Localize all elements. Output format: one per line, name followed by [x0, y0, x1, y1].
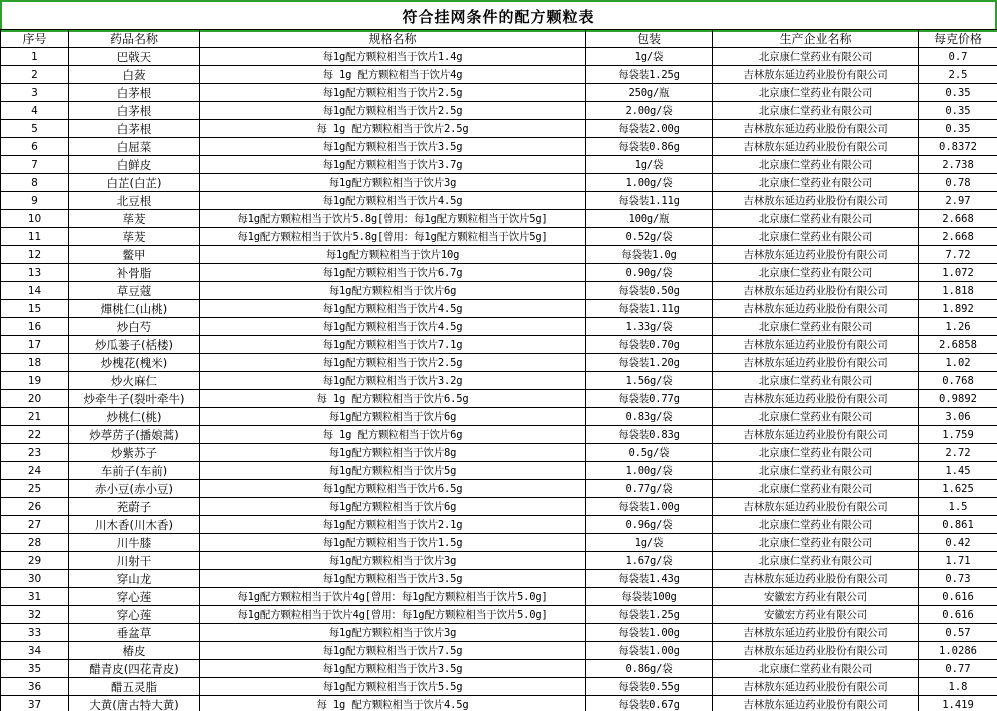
table-row: [1, 210, 997, 228]
cell-drug-name[interactable]: 炒牵牛子(裂叶牵牛): [69, 390, 200, 408]
cell-package[interactable]: 每袋装0.86g: [586, 138, 713, 156]
cell-drug-name[interactable]: 炒白芍: [69, 318, 200, 336]
table-row: [1, 48, 997, 66]
table-row: [1, 534, 997, 552]
cell-index[interactable]: 35: [1, 660, 69, 678]
cell-drug-name[interactable]: 炒紫苏子: [69, 444, 200, 462]
cell-spec[interactable]: 每1g配方颗粒相当于饮片7.5g: [200, 642, 586, 660]
table-row: [1, 426, 997, 444]
cell-manufacturer[interactable]: 北京康仁堂药业有限公司: [713, 174, 919, 192]
cell-package[interactable]: 每袋装0.77g: [586, 390, 713, 408]
cell-spec[interactable]: 每1g配方颗粒相当于饮片4.5g: [200, 192, 586, 210]
cell-manufacturer[interactable]: 北京康仁堂药业有限公司: [713, 102, 919, 120]
cell-manufacturer[interactable]: 北京康仁堂药业有限公司: [713, 552, 919, 570]
cell-manufacturer[interactable]: 吉林敖东延边药业股份有限公司: [713, 570, 919, 588]
cell-manufacturer[interactable]: 吉林敖东延边药业股份有限公司: [713, 300, 919, 318]
cell-price[interactable]: 1.072: [919, 264, 997, 282]
cell-price[interactable]: 0.861: [919, 516, 997, 534]
cell-index[interactable]: 33: [1, 624, 69, 642]
table-row: [1, 318, 997, 336]
cell-spec[interactable]: 每1g配方颗粒相当于饮片3.7g: [200, 156, 586, 174]
table-row: [1, 102, 997, 120]
cell-manufacturer[interactable]: 吉林敖东延边药业股份有限公司: [713, 426, 919, 444]
cell-price[interactable]: 0.7: [919, 48, 997, 66]
cell-price[interactable]: 2.97: [919, 192, 997, 210]
table-row: [1, 246, 997, 264]
cell-drug-name[interactable]: 大黄(唐古特大黄): [69, 696, 200, 711]
cell-index[interactable]: 21: [1, 408, 69, 426]
cell-index[interactable]: 5: [1, 120, 69, 138]
cell-package[interactable]: 每袋装1.00g: [586, 624, 713, 642]
cell-drug-name[interactable]: 鳖甲: [69, 246, 200, 264]
cell-manufacturer[interactable]: 吉林敖东延边药业股份有限公司: [713, 642, 919, 660]
cell-manufacturer[interactable]: 北京康仁堂药业有限公司: [713, 534, 919, 552]
table-row: [1, 588, 997, 606]
cell-drug-name[interactable]: 草豆蔻: [69, 282, 200, 300]
table-row: [1, 228, 997, 246]
cell-manufacturer[interactable]: 吉林敖东延边药业股份有限公司: [713, 246, 919, 264]
cell-price[interactable]: 7.72: [919, 246, 997, 264]
cell-index[interactable]: 14: [1, 282, 69, 300]
cell-drug-name[interactable]: 炒槐花(槐米): [69, 354, 200, 372]
cell-price[interactable]: 0.73: [919, 570, 997, 588]
cell-drug-name[interactable]: 穿山龙: [69, 570, 200, 588]
cell-price[interactable]: 1.892: [919, 300, 997, 318]
table-row: [1, 300, 997, 318]
cell-manufacturer[interactable]: 北京康仁堂药业有限公司: [713, 84, 919, 102]
cell-spec[interactable]: 每 1g 配方颗粒相当于饮片6.5g: [200, 390, 586, 408]
cell-index[interactable]: 26: [1, 498, 69, 516]
cell-index[interactable]: 24: [1, 462, 69, 480]
cell-spec[interactable]: 每1g配方颗粒相当于饮片6g: [200, 498, 586, 516]
cell-drug-name[interactable]: 白蔹: [69, 66, 200, 84]
cell-price[interactable]: 1.8: [919, 678, 997, 696]
col-header-index[interactable]: 序号: [1, 30, 69, 48]
table-row: [1, 696, 997, 711]
cell-package[interactable]: 每袋装0.70g: [586, 336, 713, 354]
cell-price[interactable]: 0.8372: [919, 138, 997, 156]
cell-package[interactable]: 每袋装1.0g: [586, 246, 713, 264]
cell-price[interactable]: 0.768: [919, 372, 997, 390]
cell-drug-name[interactable]: 荜茇: [69, 210, 200, 228]
cell-index[interactable]: 13: [1, 264, 69, 282]
cell-manufacturer[interactable]: 吉林敖东延边药业股份有限公司: [713, 138, 919, 156]
cell-package[interactable]: 每袋装0.55g: [586, 678, 713, 696]
cell-index[interactable]: 30: [1, 570, 69, 588]
cell-drug-name[interactable]: 白屈菜: [69, 138, 200, 156]
table-row: [1, 462, 997, 480]
cell-package[interactable]: 每袋装0.67g: [586, 696, 713, 711]
cell-index[interactable]: 16: [1, 318, 69, 336]
cell-manufacturer[interactable]: 吉林敖东延边药业股份有限公司: [713, 696, 919, 711]
cell-manufacturer[interactable]: 吉林敖东延边药业股份有限公司: [713, 282, 919, 300]
cell-price[interactable]: 1.5: [919, 498, 997, 516]
cell-package[interactable]: 每袋装1.11g: [586, 300, 713, 318]
table-row: [1, 624, 997, 642]
cell-package[interactable]: 100g/瓶: [586, 210, 713, 228]
cell-manufacturer[interactable]: 北京康仁堂药业有限公司: [713, 660, 919, 678]
cell-spec[interactable]: 每 1g 配方颗粒相当于饮片2.5g: [200, 120, 586, 138]
cell-drug-name[interactable]: 白芷(白芷): [69, 174, 200, 192]
cell-package[interactable]: 250g/瓶: [586, 84, 713, 102]
table-row: [1, 282, 997, 300]
table-row: [1, 138, 997, 156]
cell-price[interactable]: 0.9892: [919, 390, 997, 408]
cell-manufacturer[interactable]: 吉林敖东延边药业股份有限公司: [713, 120, 919, 138]
cell-package[interactable]: 0.86g/袋: [586, 660, 713, 678]
cell-manufacturer[interactable]: 吉林敖东延边药业股份有限公司: [713, 66, 919, 84]
cell-price[interactable]: 0.77: [919, 660, 997, 678]
cell-spec[interactable]: 每1g配方颗粒相当于饮片3g: [200, 174, 586, 192]
cell-spec[interactable]: 每1g配方颗粒相当于饮片5g: [200, 462, 586, 480]
cell-index[interactable]: 1: [1, 48, 69, 66]
cell-spec[interactable]: 每1g配方颗粒相当于饮片3.5g: [200, 660, 586, 678]
cell-price[interactable]: 2.5: [919, 66, 997, 84]
cell-spec[interactable]: 每1g配方颗粒相当于饮片5.5g: [200, 678, 586, 696]
table-row: [1, 444, 997, 462]
cell-manufacturer[interactable]: 吉林敖东延边药业股份有限公司: [713, 192, 919, 210]
cell-index[interactable]: 15: [1, 300, 69, 318]
table-row: [1, 516, 997, 534]
table-body: [1, 48, 997, 711]
cell-index[interactable]: 4: [1, 102, 69, 120]
granule-table: [0, 29, 997, 711]
cell-index[interactable]: 9: [1, 192, 69, 210]
cell-drug-name[interactable]: 炒火麻仁: [69, 372, 200, 390]
table-row: [1, 570, 997, 588]
cell-package[interactable]: 0.5g/袋: [586, 444, 713, 462]
cell-spec[interactable]: 每1g配方颗粒相当于饮片7.1g: [200, 336, 586, 354]
cell-price[interactable]: 1.759: [919, 426, 997, 444]
table-row: [1, 372, 997, 390]
cell-manufacturer[interactable]: 北京康仁堂药业有限公司: [713, 318, 919, 336]
cell-package[interactable]: 1g/袋: [586, 156, 713, 174]
cell-index[interactable]: 25: [1, 480, 69, 498]
cell-price[interactable]: 1.0286: [919, 642, 997, 660]
cell-spec[interactable]: 每1g配方颗粒相当于饮片1.4g: [200, 48, 586, 66]
table-row: [1, 552, 997, 570]
cell-drug-name[interactable]: 醋青皮(四花青皮): [69, 660, 200, 678]
col-header-manufacturer[interactable]: 生产企业名称: [713, 30, 919, 48]
cell-spec[interactable]: 每1g配方颗粒相当于饮片10g: [200, 246, 586, 264]
table-row: [1, 192, 997, 210]
cell-package[interactable]: 1g/袋: [586, 48, 713, 66]
cell-spec[interactable]: 每1g配方颗粒相当于饮片5.8g[曾用：每1g配方颗粒相当于饮片5g]: [200, 210, 586, 228]
cell-index[interactable]: 12: [1, 246, 69, 264]
cell-drug-name[interactable]: 北豆根: [69, 192, 200, 210]
table-row: [1, 498, 997, 516]
cell-index[interactable]: 28: [1, 534, 69, 552]
cell-package[interactable]: 每袋装2.00g: [586, 120, 713, 138]
cell-price[interactable]: 0.35: [919, 102, 997, 120]
cell-package[interactable]: 每袋装1.00g: [586, 642, 713, 660]
table-row: [1, 174, 997, 192]
cell-drug-name[interactable]: 醋五灵脂: [69, 678, 200, 696]
cell-index[interactable]: 3: [1, 84, 69, 102]
cell-spec[interactable]: 每1g配方颗粒相当于饮片2.5g: [200, 354, 586, 372]
table-row: [1, 390, 997, 408]
table-row: [1, 678, 997, 696]
table-row: [1, 264, 997, 282]
cell-index[interactable]: 8: [1, 174, 69, 192]
cell-package[interactable]: 每袋装1.25g: [586, 66, 713, 84]
cell-package[interactable]: 0.83g/袋: [586, 408, 713, 426]
cell-drug-name[interactable]: 穿心莲: [69, 588, 200, 606]
col-header-spec[interactable]: 规格名称: [200, 30, 586, 48]
cell-manufacturer[interactable]: 安徽宏方药业有限公司: [713, 606, 919, 624]
cell-manufacturer[interactable]: 吉林敖东延边药业股份有限公司: [713, 498, 919, 516]
cell-price[interactable]: 2.72: [919, 444, 997, 462]
table-row: [1, 66, 997, 84]
cell-package[interactable]: 1.33g/袋: [586, 318, 713, 336]
table-row: [1, 642, 997, 660]
cell-drug-name[interactable]: 炒桃仁(桃): [69, 408, 200, 426]
cell-drug-name[interactable]: 川木香(川木香): [69, 516, 200, 534]
cell-manufacturer[interactable]: 吉林敖东延边药业股份有限公司: [713, 354, 919, 372]
cell-package[interactable]: 1.67g/袋: [586, 552, 713, 570]
cell-spec[interactable]: 每1g配方颗粒相当于饮片6g: [200, 282, 586, 300]
cell-manufacturer[interactable]: 北京康仁堂药业有限公司: [713, 210, 919, 228]
cell-price[interactable]: 0.616: [919, 606, 997, 624]
cell-drug-name[interactable]: 巴戟天: [69, 48, 200, 66]
cell-index[interactable]: 23: [1, 444, 69, 462]
cell-spec[interactable]: 每1g配方颗粒相当于饮片3.5g: [200, 570, 586, 588]
cell-spec[interactable]: 每1g配方颗粒相当于饮片8g: [200, 444, 586, 462]
cell-drug-name[interactable]: 川牛膝: [69, 534, 200, 552]
cell-manufacturer[interactable]: 吉林敖东延边药业股份有限公司: [713, 678, 919, 696]
cell-spec[interactable]: 每1g配方颗粒相当于饮片4.5g: [200, 300, 586, 318]
cell-spec[interactable]: 每 1g 配方颗粒相当于饮片4.5g: [200, 696, 586, 711]
cell-index[interactable]: 31: [1, 588, 69, 606]
cell-price[interactable]: 1.02: [919, 354, 997, 372]
cell-index[interactable]: 17: [1, 336, 69, 354]
cell-spec[interactable]: 每 1g 配方颗粒相当于饮片6g: [200, 426, 586, 444]
cell-spec[interactable]: 每1g配方颗粒相当于饮片6.7g: [200, 264, 586, 282]
cell-spec[interactable]: 每1g配方颗粒相当于饮片2.5g: [200, 102, 586, 120]
cell-spec[interactable]: 每1g配方颗粒相当于饮片5.8g[曾用：每1g配方颗粒相当于饮片5g]: [200, 228, 586, 246]
cell-drug-name[interactable]: 茺蔚子: [69, 498, 200, 516]
cell-drug-name[interactable]: 炒瓜蒌子(栝楼): [69, 336, 200, 354]
cell-spec[interactable]: 每1g配方颗粒相当于饮片4.5g: [200, 318, 586, 336]
cell-spec[interactable]: 每1g配方颗粒相当于饮片3.5g: [200, 138, 586, 156]
cell-manufacturer[interactable]: 北京康仁堂药业有限公司: [713, 48, 919, 66]
cell-index[interactable]: 10: [1, 210, 69, 228]
cell-price[interactable]: 1.71: [919, 552, 997, 570]
cell-index[interactable]: 19: [1, 372, 69, 390]
cell-package[interactable]: 每袋装1.43g: [586, 570, 713, 588]
col-header-price[interactable]: 每克价格: [919, 30, 997, 48]
cell-index[interactable]: 37: [1, 696, 69, 711]
cell-spec[interactable]: 每1g配方颗粒相当于饮片3g: [200, 552, 586, 570]
cell-price[interactable]: 0.42: [919, 534, 997, 552]
cell-index[interactable]: 6: [1, 138, 69, 156]
cell-drug-name[interactable]: 白茅根: [69, 102, 200, 120]
cell-spec[interactable]: 每1g配方颗粒相当于饮片4g[曾用：每1g配方颗粒相当于饮片5.0g]: [200, 606, 586, 624]
cell-manufacturer[interactable]: 北京康仁堂药业有限公司: [713, 462, 919, 480]
cell-package[interactable]: 1.56g/袋: [586, 372, 713, 390]
cell-drug-name[interactable]: 白鲜皮: [69, 156, 200, 174]
cell-spec[interactable]: 每1g配方颗粒相当于饮片4g[曾用：每1g配方颗粒相当于饮片5.0g]: [200, 588, 586, 606]
table-row: [1, 408, 997, 426]
cell-package[interactable]: 每袋装0.50g: [586, 282, 713, 300]
cell-package[interactable]: 2.00g/袋: [586, 102, 713, 120]
cell-drug-name[interactable]: 穿心莲: [69, 606, 200, 624]
table-row: [1, 120, 997, 138]
cell-package[interactable]: 每袋装1.20g: [586, 354, 713, 372]
cell-package[interactable]: 0.77g/袋: [586, 480, 713, 498]
cell-drug-name[interactable]: 椿皮: [69, 642, 200, 660]
cell-manufacturer[interactable]: 吉林敖东延边药业股份有限公司: [713, 336, 919, 354]
table-title: 符合挂网条件的配方颗粒表: [0, 0, 997, 32]
cell-drug-name[interactable]: 川射干: [69, 552, 200, 570]
cell-manufacturer[interactable]: 北京康仁堂药业有限公司: [713, 372, 919, 390]
cell-spec[interactable]: 每1g配方颗粒相当于饮片2.5g: [200, 84, 586, 102]
cell-package[interactable]: 每袋装1.25g: [586, 606, 713, 624]
table-row: [1, 156, 997, 174]
cell-spec[interactable]: 每1g配方颗粒相当于饮片2.1g: [200, 516, 586, 534]
cell-spec[interactable]: 每1g配方颗粒相当于饮片3.2g: [200, 372, 586, 390]
col-header-drug-name[interactable]: 药品名称: [69, 30, 200, 48]
table-row: [1, 480, 997, 498]
cell-package[interactable]: 每袋装0.83g: [586, 426, 713, 444]
cell-drug-name[interactable]: 白茅根: [69, 120, 200, 138]
cell-manufacturer[interactable]: 北京康仁堂药业有限公司: [713, 408, 919, 426]
cell-drug-name[interactable]: 赤小豆(赤小豆): [69, 480, 200, 498]
cell-index[interactable]: 7: [1, 156, 69, 174]
cell-manufacturer[interactable]: 吉林敖东延边药业股份有限公司: [713, 390, 919, 408]
cell-drug-name[interactable]: 垂盆草: [69, 624, 200, 642]
cell-package[interactable]: 每袋装1.00g: [586, 498, 713, 516]
cell-index[interactable]: 2: [1, 66, 69, 84]
cell-manufacturer[interactable]: 吉林敖东延边药业股份有限公司: [713, 624, 919, 642]
table-row: [1, 660, 997, 678]
cell-spec[interactable]: 每1g配方颗粒相当于饮片1.5g: [200, 534, 586, 552]
cell-spec[interactable]: 每 1g 配方颗粒相当于饮片4g: [200, 66, 586, 84]
cell-index[interactable]: 18: [1, 354, 69, 372]
cell-price[interactable]: 2.668: [919, 210, 997, 228]
cell-price[interactable]: 1.419: [919, 696, 997, 711]
cell-price[interactable]: 0.57: [919, 624, 997, 642]
table-row: [1, 606, 997, 624]
cell-drug-name[interactable]: 燀桃仁(山桃): [69, 300, 200, 318]
cell-package[interactable]: 每袋装100g: [586, 588, 713, 606]
cell-index[interactable]: 22: [1, 426, 69, 444]
cell-manufacturer[interactable]: 安徽宏方药业有限公司: [713, 588, 919, 606]
cell-index[interactable]: 11: [1, 228, 69, 246]
cell-manufacturer[interactable]: 北京康仁堂药业有限公司: [713, 264, 919, 282]
table-row: [1, 336, 997, 354]
cell-index[interactable]: 36: [1, 678, 69, 696]
cell-drug-name[interactable]: 炒葶苈子(播娘蒿): [69, 426, 200, 444]
cell-price[interactable]: 0.616: [919, 588, 997, 606]
cell-price[interactable]: 3.06: [919, 408, 997, 426]
cell-price[interactable]: 2.738: [919, 156, 997, 174]
cell-package[interactable]: 1.00g/袋: [586, 462, 713, 480]
cell-spec[interactable]: 每1g配方颗粒相当于饮片6.5g: [200, 480, 586, 498]
cell-price[interactable]: 2.6858: [919, 336, 997, 354]
cell-drug-name[interactable]: 荜茇: [69, 228, 200, 246]
table-row: [1, 354, 997, 372]
cell-price[interactable]: 2.668: [919, 228, 997, 246]
cell-package[interactable]: 1.00g/袋: [586, 174, 713, 192]
cell-index[interactable]: 29: [1, 552, 69, 570]
cell-drug-name[interactable]: 车前子(车前): [69, 462, 200, 480]
cell-manufacturer[interactable]: 北京康仁堂药业有限公司: [713, 444, 919, 462]
cell-package[interactable]: 每袋装1.11g: [586, 192, 713, 210]
cell-manufacturer[interactable]: 北京康仁堂药业有限公司: [713, 228, 919, 246]
cell-manufacturer[interactable]: 北京康仁堂药业有限公司: [713, 516, 919, 534]
cell-price[interactable]: 1.26: [919, 318, 997, 336]
cell-spec[interactable]: 每1g配方颗粒相当于饮片6g: [200, 408, 586, 426]
cell-package[interactable]: 0.90g/袋: [586, 264, 713, 282]
cell-drug-name[interactable]: 白茅根: [69, 84, 200, 102]
cell-price[interactable]: 0.35: [919, 120, 997, 138]
cell-index[interactable]: 34: [1, 642, 69, 660]
col-header-package[interactable]: 包装: [586, 30, 713, 48]
cell-price[interactable]: 0.78: [919, 174, 997, 192]
cell-price[interactable]: 1.818: [919, 282, 997, 300]
cell-manufacturer[interactable]: 北京康仁堂药业有限公司: [713, 156, 919, 174]
cell-drug-name[interactable]: 补骨脂: [69, 264, 200, 282]
cell-index[interactable]: 32: [1, 606, 69, 624]
cell-index[interactable]: 20: [1, 390, 69, 408]
cell-package[interactable]: 0.52g/袋: [586, 228, 713, 246]
cell-spec[interactable]: 每1g配方颗粒相当于饮片3g: [200, 624, 586, 642]
cell-index[interactable]: 27: [1, 516, 69, 534]
cell-package[interactable]: 0.96g/袋: [586, 516, 713, 534]
header-row: [1, 30, 997, 48]
cell-package[interactable]: 1g/袋: [586, 534, 713, 552]
table-row: [1, 84, 997, 102]
cell-price[interactable]: 1.45: [919, 462, 997, 480]
cell-manufacturer[interactable]: 北京康仁堂药业有限公司: [713, 480, 919, 498]
cell-price[interactable]: 0.35: [919, 84, 997, 102]
cell-price[interactable]: 1.625: [919, 480, 997, 498]
